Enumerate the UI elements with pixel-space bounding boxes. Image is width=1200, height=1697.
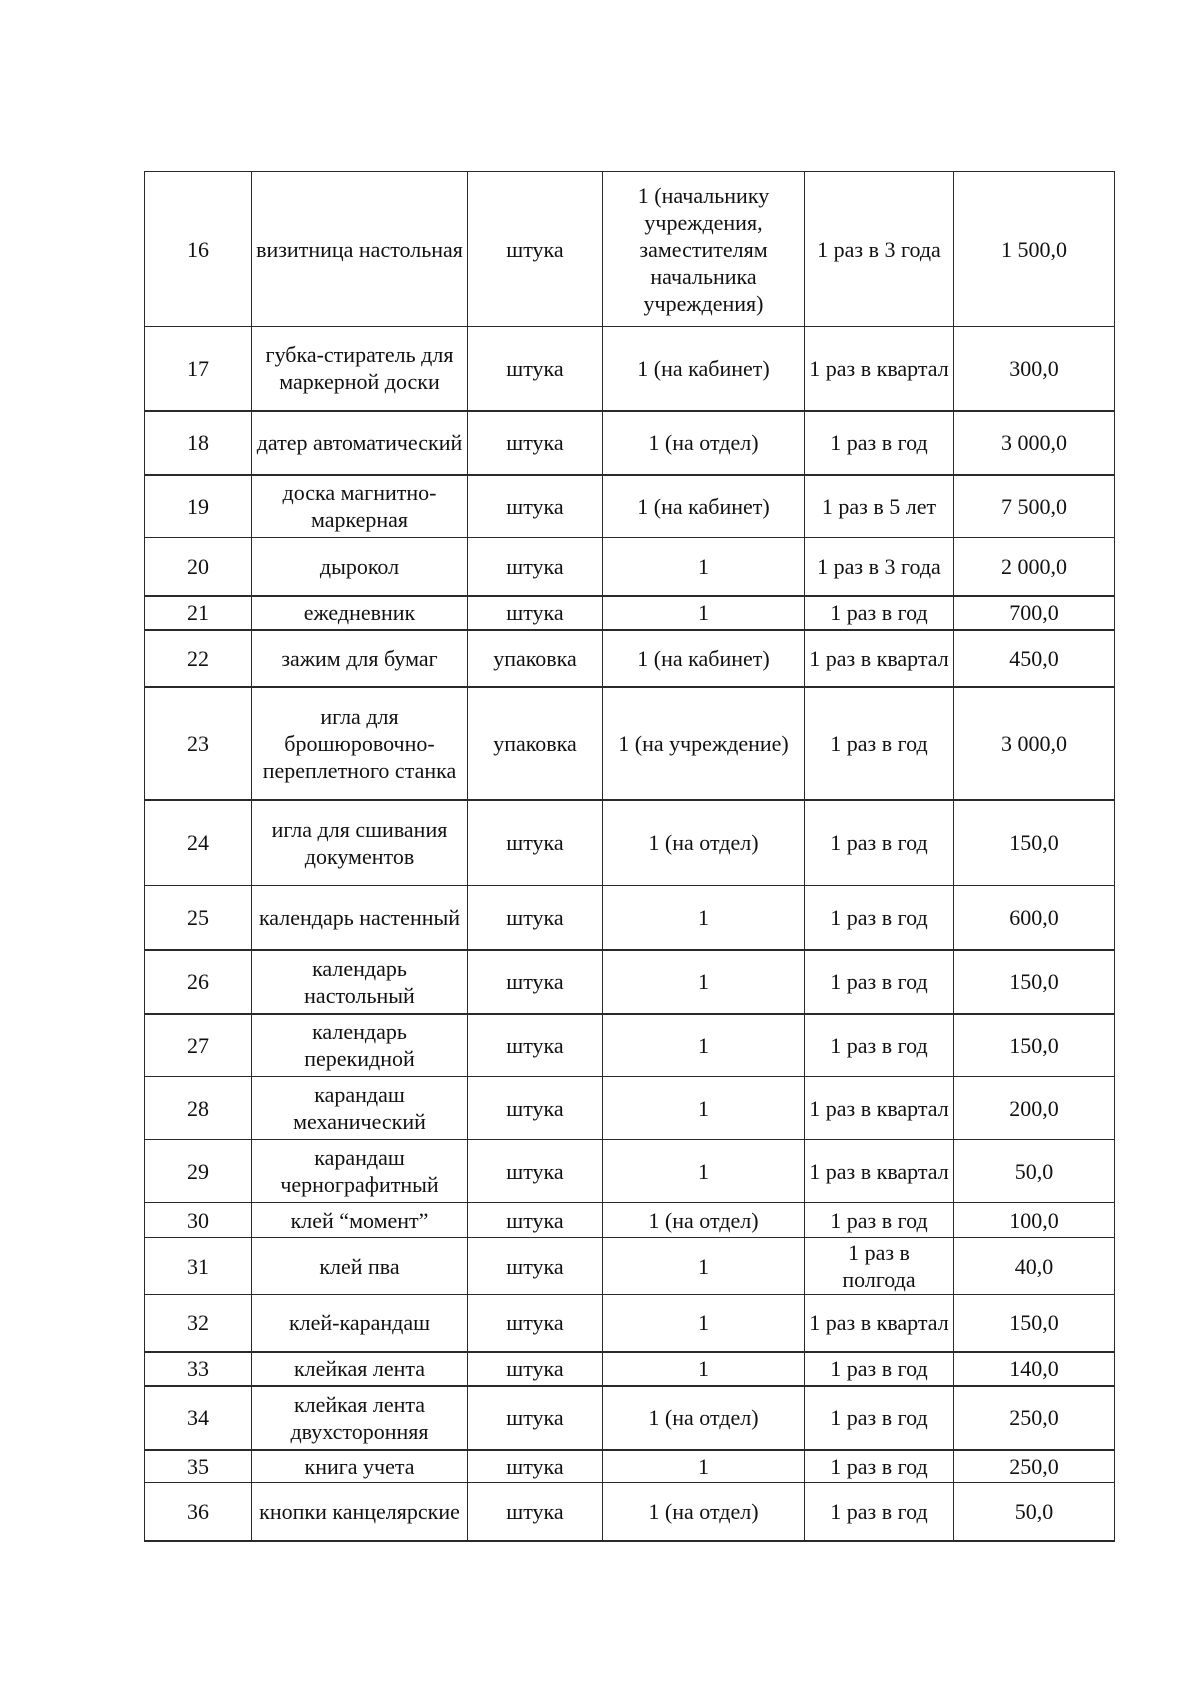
unit: штука [468, 800, 603, 886]
quantity: 1 (начальнику учреждения, заместителям начальника учреждения) [603, 172, 805, 327]
price: 450,0 [954, 630, 1115, 687]
item-name: доска магнитно-маркерная [252, 475, 468, 538]
table-row [145, 886, 1115, 950]
price: 3 000,0 [954, 411, 1115, 475]
frequency: 1 раз в год [805, 950, 954, 1014]
price: 50,0 [954, 1483, 1115, 1541]
item-name: зажим для бумаг [252, 630, 468, 687]
table-row [145, 1203, 1115, 1238]
item-name: карандаш чернографитный [252, 1140, 468, 1203]
frequency: 1 раз в год [805, 1450, 954, 1483]
table-row [145, 538, 1115, 596]
unit: штука [468, 538, 603, 596]
table-row [145, 1238, 1115, 1295]
quantity: 1 [603, 950, 805, 1014]
unit: штука [468, 886, 603, 950]
unit: штука [468, 1483, 603, 1541]
price: 200,0 [954, 1077, 1115, 1140]
row-number: 35 [145, 1450, 252, 1483]
row-number: 19 [145, 475, 252, 538]
quantity: 1 (на кабинет) [603, 327, 805, 411]
item-name: игла для сшивания документов [252, 800, 468, 886]
row-number: 31 [145, 1238, 252, 1295]
frequency: 1 раз в год [805, 1386, 954, 1450]
table-row [145, 950, 1115, 1014]
table-row [145, 1014, 1115, 1077]
row-number: 33 [145, 1352, 252, 1386]
frequency: 1 раз в год [805, 1014, 954, 1077]
unit: штука [468, 596, 603, 630]
table-row [145, 800, 1115, 886]
price: 2 000,0 [954, 538, 1115, 596]
table-row [145, 1386, 1115, 1450]
item-name: клей пва [252, 1238, 468, 1295]
quantity: 1 (на учреждение) [603, 687, 805, 800]
row-number: 26 [145, 950, 252, 1014]
price: 3 000,0 [954, 687, 1115, 800]
price: 1 500,0 [954, 172, 1115, 327]
supplies-table [144, 171, 1115, 1542]
quantity: 1 (на отдел) [603, 411, 805, 475]
row-number: 20 [145, 538, 252, 596]
frequency: 1 раз в год [805, 886, 954, 950]
quantity: 1 [603, 596, 805, 630]
price: 600,0 [954, 886, 1115, 950]
unit: штука [468, 475, 603, 538]
unit: штука [468, 1014, 603, 1077]
price: 140,0 [954, 1352, 1115, 1386]
unit: штука [468, 1077, 603, 1140]
frequency: 1 раз в 3 года [805, 172, 954, 327]
table-row [145, 1483, 1115, 1541]
table-row [145, 327, 1115, 411]
unit: штука [468, 1238, 603, 1295]
frequency: 1 раз в 3 года [805, 538, 954, 596]
item-name: карандаш механический [252, 1077, 468, 1140]
frequency: 1 раз в год [805, 1352, 954, 1386]
item-name: календарь настенный [252, 886, 468, 950]
item-name: календарь перекидной [252, 1014, 468, 1077]
unit: штука [468, 172, 603, 327]
price: 150,0 [954, 800, 1115, 886]
table-row [145, 1077, 1115, 1140]
unit: штука [468, 1203, 603, 1238]
item-name: клейкая лента двухсторонняя [252, 1386, 468, 1450]
price: 100,0 [954, 1203, 1115, 1238]
table-row [145, 596, 1115, 630]
row-number: 18 [145, 411, 252, 475]
row-number: 22 [145, 630, 252, 687]
quantity: 1 [603, 886, 805, 950]
frequency: 1 раз в год [805, 411, 954, 475]
quantity: 1 [603, 1014, 805, 1077]
item-name: кнопки канцелярские [252, 1483, 468, 1541]
row-number: 16 [145, 172, 252, 327]
price: 700,0 [954, 596, 1115, 630]
item-name: губка-стиратель для маркерной доски [252, 327, 468, 411]
frequency: 1 раз в год [805, 1203, 954, 1238]
unit: штука [468, 1140, 603, 1203]
frequency: 1 раз в год [805, 687, 954, 800]
table-row [145, 411, 1115, 475]
row-number: 23 [145, 687, 252, 800]
item-name: клей-карандаш [252, 1295, 468, 1352]
price: 7 500,0 [954, 475, 1115, 538]
price: 150,0 [954, 1295, 1115, 1352]
item-name: книга учета [252, 1450, 468, 1483]
table-row [145, 1352, 1115, 1386]
quantity: 1 [603, 1295, 805, 1352]
frequency: 1 раз в год [805, 800, 954, 886]
table-row [145, 1140, 1115, 1203]
table-row [145, 630, 1115, 687]
quantity: 1 [603, 1238, 805, 1295]
row-number: 24 [145, 800, 252, 886]
table-row [145, 475, 1115, 538]
quantity: 1 (на отдел) [603, 1203, 805, 1238]
price: 40,0 [954, 1238, 1115, 1295]
item-name: визитница настольная [252, 172, 468, 327]
row-number: 27 [145, 1014, 252, 1077]
frequency: 1 раз в квартал [805, 1140, 954, 1203]
frequency: 1 раз в полгода [805, 1238, 954, 1295]
table-row [145, 172, 1115, 327]
item-name: клей “момент” [252, 1203, 468, 1238]
item-name: клейкая лента [252, 1352, 468, 1386]
quantity: 1 (на отдел) [603, 1483, 805, 1541]
quantity: 1 [603, 538, 805, 596]
quantity: 1 [603, 1140, 805, 1203]
quantity: 1 (на отдел) [603, 800, 805, 886]
quantity: 1 [603, 1450, 805, 1483]
row-number: 17 [145, 327, 252, 411]
price: 150,0 [954, 950, 1115, 1014]
unit: штука [468, 950, 603, 1014]
quantity: 1 [603, 1352, 805, 1386]
item-name: датер автоматический [252, 411, 468, 475]
unit: штука [468, 327, 603, 411]
item-name: календарь настольный [252, 950, 468, 1014]
quantity: 1 (на кабинет) [603, 630, 805, 687]
unit: штука [468, 411, 603, 475]
unit: штука [468, 1352, 603, 1386]
price: 300,0 [954, 327, 1115, 411]
quantity: 1 (на отдел) [603, 1386, 805, 1450]
table-body [145, 172, 1115, 1541]
frequency: 1 раз в год [805, 1483, 954, 1541]
table-row [145, 1450, 1115, 1483]
frequency: 1 раз в 5 лет [805, 475, 954, 538]
price: 50,0 [954, 1140, 1115, 1203]
unit: штука [468, 1450, 603, 1483]
row-number: 28 [145, 1077, 252, 1140]
frequency: 1 раз в квартал [805, 630, 954, 687]
frequency: 1 раз в квартал [805, 327, 954, 411]
item-name: ежедневник [252, 596, 468, 630]
price: 250,0 [954, 1450, 1115, 1483]
unit: упаковка [468, 687, 603, 800]
unit: упаковка [468, 630, 603, 687]
item-name: игла для брошюровочно-переплетного станка [252, 687, 468, 800]
item-name: дырокол [252, 538, 468, 596]
frequency: 1 раз в квартал [805, 1295, 954, 1352]
quantity: 1 [603, 1077, 805, 1140]
price: 150,0 [954, 1014, 1115, 1077]
table-row [145, 687, 1115, 800]
unit: штука [468, 1386, 603, 1450]
unit: штука [468, 1295, 603, 1352]
row-number: 29 [145, 1140, 252, 1203]
price: 250,0 [954, 1386, 1115, 1450]
row-number: 21 [145, 596, 252, 630]
row-number: 34 [145, 1386, 252, 1450]
frequency: 1 раз в квартал [805, 1077, 954, 1140]
row-number: 32 [145, 1295, 252, 1352]
row-number: 36 [145, 1483, 252, 1541]
row-number: 25 [145, 886, 252, 950]
quantity: 1 (на кабинет) [603, 475, 805, 538]
table-row [145, 1295, 1115, 1352]
row-number: 30 [145, 1203, 252, 1238]
frequency: 1 раз в год [805, 596, 954, 630]
